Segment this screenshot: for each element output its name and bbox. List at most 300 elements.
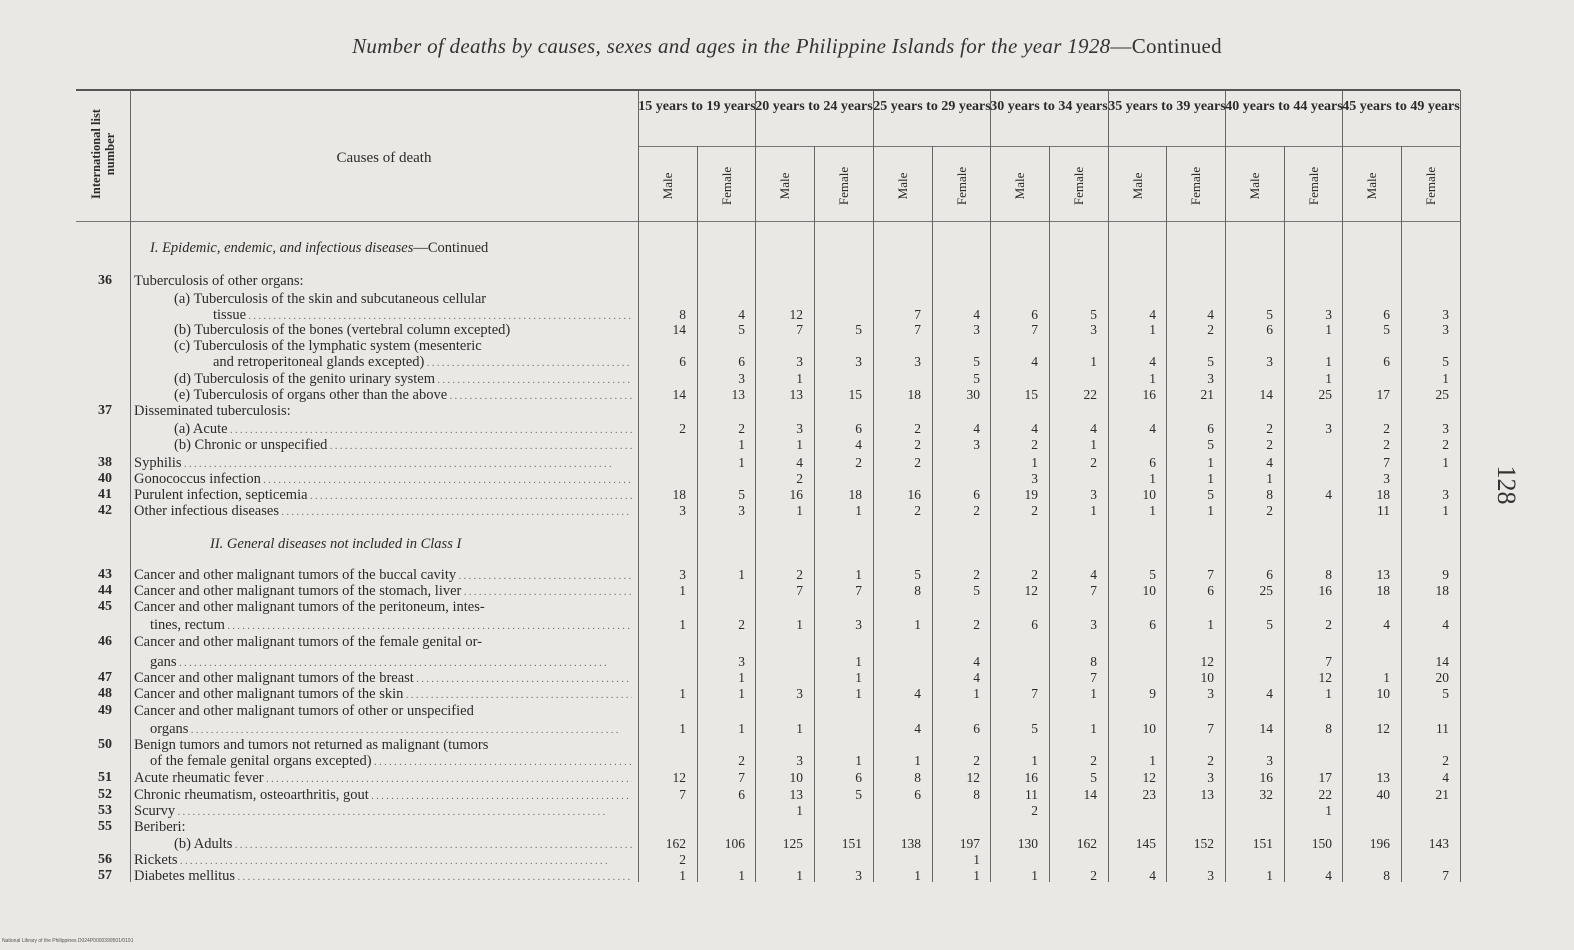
female-count: 7	[1442, 868, 1449, 883]
listno-column-rule	[130, 90, 131, 882]
male-count: 2	[914, 503, 921, 518]
male-count: 4	[1149, 868, 1156, 883]
male-count: 6	[914, 787, 921, 802]
male-header: Male	[1130, 172, 1145, 200]
male-count: 14	[672, 322, 686, 337]
female-count: 1	[1325, 354, 1332, 369]
male-count: 12	[1376, 721, 1390, 736]
list-number: 45	[98, 599, 112, 614]
female-count: 162	[1076, 836, 1097, 851]
male-count: 6	[1031, 617, 1038, 632]
male-count: 4	[1031, 354, 1038, 369]
female-count: 2	[738, 753, 745, 768]
female-count: 6	[973, 721, 980, 736]
female-count: 5	[738, 487, 745, 502]
male-count: 2	[1383, 437, 1390, 452]
male-count: 10	[1142, 583, 1156, 598]
cause-label: Cancer and other malignant tumors of the stomach, liver . . .	[134, 583, 632, 601]
female-count: 20	[1435, 670, 1449, 685]
male-count: 6	[1031, 307, 1038, 322]
section-title-general: II. General diseases not included in Class I	[210, 536, 462, 552]
female-header: Female	[719, 166, 734, 206]
male-header: Male	[660, 172, 675, 200]
page-number: 128	[1492, 465, 1521, 505]
male-count: 25	[1259, 583, 1273, 598]
female-count: 3	[855, 617, 862, 632]
male-count: 1	[796, 437, 803, 452]
female-count: 12	[966, 770, 980, 785]
male-count: 4	[1031, 421, 1038, 436]
female-count: 8	[1325, 567, 1332, 582]
female-count: 2	[973, 503, 980, 518]
female-count: 9	[1442, 567, 1449, 582]
male-count: 3	[1266, 753, 1273, 768]
male-count: 5	[1149, 567, 1156, 582]
male-count: 1	[679, 686, 686, 701]
male-count: 7	[796, 322, 803, 337]
male-count: 12	[789, 307, 803, 322]
male-count: 9	[1149, 686, 1156, 701]
male-count: 8	[679, 307, 686, 322]
male-count: 1	[796, 371, 803, 386]
male-count: 10	[789, 770, 803, 785]
age-group-header: 30 years to 34 years	[990, 99, 1108, 114]
male-count: 5	[1383, 322, 1390, 337]
cause-label: (d) Tuberculosis of the genito urinary system . . .	[174, 371, 632, 389]
cause-label: Cancer and other malignant tumors of the female genital or-	[134, 634, 482, 650]
list-number: 48	[98, 686, 112, 701]
female-count: 6	[1207, 583, 1214, 598]
male-count: 145	[1135, 836, 1156, 851]
male-header: Male	[1247, 172, 1262, 200]
male-count: 1	[679, 617, 686, 632]
female-count: 12	[1200, 654, 1214, 669]
female-header: Female	[836, 166, 851, 206]
male-count: 138	[900, 836, 921, 851]
female-count: 5	[1207, 487, 1214, 502]
male-count: 2	[914, 455, 921, 470]
male-count: 18	[1376, 487, 1390, 502]
male-count: 13	[1376, 770, 1390, 785]
section-title-epidemic: I. Epidemic, endemic, and infectious diseases—Continued	[150, 240, 489, 256]
female-count: 5	[1442, 686, 1449, 701]
male-count: 1	[1031, 455, 1038, 470]
list-number: 37	[98, 403, 112, 418]
female-count: 1	[855, 567, 862, 582]
male-count: 3	[796, 421, 803, 436]
age-group-header: 45 years to 49 years	[1342, 99, 1460, 114]
female-count: 5	[855, 787, 862, 802]
male-count: 151	[1252, 836, 1273, 851]
female-count: 151	[841, 836, 862, 851]
female-count: 18	[848, 487, 862, 502]
male-count: 4	[1149, 421, 1156, 436]
male-count: 12	[1142, 770, 1156, 785]
female-count: 143	[1428, 836, 1449, 851]
male-count: 2	[679, 421, 686, 436]
list-number: 42	[98, 503, 112, 518]
male-count: 6	[1383, 307, 1390, 322]
male-count: 18	[672, 487, 686, 502]
male-count: 4	[914, 721, 921, 736]
male-count: 2	[796, 471, 803, 486]
male-count: 3	[796, 753, 803, 768]
male-count: 2	[1266, 421, 1273, 436]
female-count: 4	[855, 437, 862, 452]
female-count: 5	[855, 322, 862, 337]
female-count: 1	[1090, 437, 1097, 452]
female-count: 4	[973, 670, 980, 685]
cause-label: Diabetes mellitus . . .	[134, 868, 632, 886]
list-number: 38	[98, 455, 112, 470]
female-count: 3	[1207, 686, 1214, 701]
cause-label: Cancer and other malignant tumors of the breast . . .	[134, 670, 632, 688]
male-count: 6	[1149, 455, 1156, 470]
cause-label: (e) Tuberculosis of organs other than the above . . .	[174, 387, 632, 405]
male-count: 1	[1383, 670, 1390, 685]
age-group-header: 25 years to 29 years	[873, 99, 991, 114]
female-count: 4	[1442, 617, 1449, 632]
female-count: 12	[1318, 670, 1332, 685]
list-number: 57	[98, 868, 112, 883]
male-count: 1	[1149, 371, 1156, 386]
list-number: 36	[98, 273, 112, 288]
male-count: 6	[1149, 617, 1156, 632]
female-count: 2	[973, 617, 980, 632]
female-count: 1	[1090, 354, 1097, 369]
male-count: 8	[914, 770, 921, 785]
list-number: 56	[98, 852, 112, 867]
male-count: 5	[914, 567, 921, 582]
female-count: 1	[738, 686, 745, 701]
male-count: 5	[1266, 307, 1273, 322]
list-number: 41	[98, 487, 112, 502]
female-count: 5	[1207, 354, 1214, 369]
female-count: 3	[738, 503, 745, 518]
male-count: 10	[1376, 686, 1390, 701]
female-count: 22	[1318, 787, 1332, 802]
female-count: 3	[855, 354, 862, 369]
female-count: 2	[973, 567, 980, 582]
female-count: 7	[1090, 583, 1097, 598]
male-count: 1	[1266, 471, 1273, 486]
male-count: 130	[1017, 836, 1038, 851]
age-group-header: 35 years to 39 years	[1108, 99, 1226, 114]
male-count: 6	[1383, 354, 1390, 369]
male-count: 162	[665, 836, 686, 851]
male-count: 2	[796, 567, 803, 582]
cause-label: (b) Chronic or unspecified . . .	[174, 437, 632, 455]
male-count: 1	[796, 721, 803, 736]
female-count: 1	[738, 721, 745, 736]
male-count: 1	[914, 617, 921, 632]
age-group-header: 40 years to 44 years	[1225, 99, 1343, 114]
cause-label: (c) Tuberculosis of the lymphatic system (mesenteric	[174, 338, 482, 354]
female-count: 10	[1200, 670, 1214, 685]
cause-label: (b) Tuberculosis of the bones (vertebral column excepted)	[174, 322, 511, 338]
female-count: 14	[1083, 787, 1097, 802]
male-count: 3	[679, 567, 686, 582]
female-count: 1	[1090, 686, 1097, 701]
list-number: 47	[98, 670, 112, 685]
female-count: 1	[1325, 371, 1332, 386]
female-count: 2	[973, 753, 980, 768]
male-count: 4	[796, 455, 803, 470]
female-count: 3	[1442, 487, 1449, 502]
list-number: 40	[98, 471, 112, 486]
male-count: 2	[1383, 421, 1390, 436]
cause-label: tissue . . .	[213, 307, 632, 325]
cause-label: and retroperitoneal glands excepted) . . .	[213, 354, 632, 372]
female-count: 5	[973, 371, 980, 386]
female-count: 5	[1090, 307, 1097, 322]
female-header: Female	[1423, 166, 1438, 206]
female-count: 8	[1325, 721, 1332, 736]
female-count: 1	[973, 852, 980, 867]
female-count: 7	[1090, 670, 1097, 685]
male-count: 8	[1383, 868, 1390, 883]
male-count: 1	[1031, 753, 1038, 768]
female-count: 1	[738, 868, 745, 883]
list-number: 55	[98, 819, 112, 834]
female-count: 1	[855, 686, 862, 701]
female-count: 5	[738, 322, 745, 337]
male-count: 2	[1031, 803, 1038, 818]
female-count: 4	[738, 307, 745, 322]
footer-credit: National Library of the Philippines D024P0000399501/0191	[2, 938, 134, 944]
female-count: 106	[724, 836, 745, 851]
male-count: 4	[1149, 354, 1156, 369]
list-number: 44	[98, 583, 112, 598]
female-count: 3	[1207, 371, 1214, 386]
female-count: 1	[738, 670, 745, 685]
female-count: 25	[1318, 387, 1332, 402]
male-count: 40	[1376, 787, 1390, 802]
header-causes: Causes of death	[336, 150, 432, 166]
female-count: 2	[1090, 753, 1097, 768]
female-count: 150	[1311, 836, 1332, 851]
female-count: 4	[973, 307, 980, 322]
male-count: 16	[1259, 770, 1273, 785]
female-count: 2	[1325, 617, 1332, 632]
cause-label: Cancer and other malignant tumors of the skin . . .	[134, 686, 632, 704]
male-header: Male	[1012, 172, 1027, 200]
female-count: 8	[973, 787, 980, 802]
male-count: 16	[1024, 770, 1038, 785]
male-count: 6	[1266, 322, 1273, 337]
female-count: 2	[738, 421, 745, 436]
age-group-header: 20 years to 24 years	[755, 99, 873, 114]
male-count: 5	[1266, 617, 1273, 632]
female-count: 3	[973, 437, 980, 452]
male-count: 1	[679, 721, 686, 736]
male-count: 4	[1149, 307, 1156, 322]
female-count: 3	[1207, 868, 1214, 883]
cause-label: Chronic rheumatism, osteoarthritis, gout . . .	[134, 787, 632, 805]
male-count: 2	[914, 421, 921, 436]
male-count: 6	[1266, 567, 1273, 582]
female-header: Female	[1306, 166, 1321, 206]
female-count: 7	[1325, 654, 1332, 669]
female-count: 1	[1207, 471, 1214, 486]
male-count: 4	[914, 686, 921, 701]
cause-label: Other infectious diseases . . .	[134, 503, 632, 521]
male-count: 14	[672, 387, 686, 402]
list-number: 43	[98, 567, 112, 582]
female-count: 5	[973, 583, 980, 598]
female-count: 11	[1436, 721, 1449, 736]
male-count: 18	[1376, 583, 1390, 598]
male-count: 7	[1383, 455, 1390, 470]
female-count: 7	[1207, 567, 1214, 582]
male-count: 3	[1266, 354, 1273, 369]
male-count: 1	[1266, 868, 1273, 883]
male-count: 1	[914, 868, 921, 883]
female-count: 3	[1325, 307, 1332, 322]
female-count: 7	[1207, 721, 1214, 736]
female-count: 4	[1442, 770, 1449, 785]
male-count: 12	[1024, 583, 1038, 598]
female-count: 3	[1090, 617, 1097, 632]
male-count: 8	[1266, 487, 1273, 502]
cause-label: organs . . .	[150, 721, 632, 739]
male-count: 2	[1266, 503, 1273, 518]
female-count: 4	[973, 654, 980, 669]
female-header: Female	[1071, 166, 1086, 206]
male-count: 10	[1142, 721, 1156, 736]
female-count: 21	[1200, 387, 1214, 402]
cause-label: Acute rheumatic fever . . .	[134, 770, 632, 788]
female-count: 2	[738, 617, 745, 632]
female-count: 1	[1090, 503, 1097, 518]
female-count: 6	[738, 354, 745, 369]
female-count: 6	[738, 787, 745, 802]
female-count: 2	[855, 455, 862, 470]
female-count: 3	[738, 371, 745, 386]
male-count: 13	[789, 387, 803, 402]
male-count: 16	[789, 487, 803, 502]
female-count: 3	[1442, 307, 1449, 322]
male-count: 23	[1142, 787, 1156, 802]
male-count: 196	[1369, 836, 1390, 851]
male-count: 17	[1376, 387, 1390, 402]
female-count: 2	[1207, 322, 1214, 337]
cause-label: Rickets . . .	[134, 852, 632, 870]
male-count: 1	[1149, 753, 1156, 768]
female-count: 2	[1442, 437, 1449, 452]
cause-label: Disseminated tuberculosis:	[134, 403, 291, 419]
female-count: 5	[1090, 770, 1097, 785]
male-count: 32	[1259, 787, 1273, 802]
female-count: 17	[1318, 770, 1332, 785]
male-count: 14	[1259, 387, 1273, 402]
female-count: 4	[1325, 487, 1332, 502]
female-count: 3	[1090, 322, 1097, 337]
female-count: 1	[738, 455, 745, 470]
female-count: 1	[1442, 371, 1449, 386]
cause-label: Beriberi:	[134, 819, 186, 835]
male-count: 1	[679, 868, 686, 883]
female-count: 3	[1442, 322, 1449, 337]
female-count: 1	[855, 503, 862, 518]
female-count: 1	[973, 686, 980, 701]
female-count: 4	[1325, 868, 1332, 883]
male-count: 1	[796, 868, 803, 883]
female-count: 8	[1090, 654, 1097, 669]
female-count: 18	[1435, 583, 1449, 598]
male-count: 11	[1377, 503, 1390, 518]
female-count: 1	[1325, 686, 1332, 701]
list-number: 50	[98, 737, 112, 752]
female-count: 3	[1207, 770, 1214, 785]
male-count: 18	[907, 387, 921, 402]
female-count: 1	[1207, 455, 1214, 470]
male-count: 1	[1149, 322, 1156, 337]
cause-label: (a) Tuberculosis of the skin and subcutaneous cellular	[174, 291, 487, 307]
age-group-header: 15 years to 19 years	[638, 99, 756, 114]
female-count: 3	[738, 654, 745, 669]
male-count: 11	[1025, 787, 1038, 802]
female-count: 7	[855, 583, 862, 598]
male-count: 3	[796, 686, 803, 701]
female-header: Female	[1188, 166, 1203, 206]
male-count: 7	[1031, 686, 1038, 701]
male-count: 7	[914, 307, 921, 322]
female-count: 7	[738, 770, 745, 785]
female-count: 1	[1442, 455, 1449, 470]
female-count: 21	[1435, 787, 1449, 802]
cause-label: tines, rectum . . .	[150, 617, 632, 635]
male-count: 19	[1024, 487, 1038, 502]
cause-label: gans . . .	[150, 654, 632, 672]
male-count: 7	[796, 583, 803, 598]
female-count: 22	[1083, 387, 1097, 402]
male-count: 2	[1031, 567, 1038, 582]
female-count: 30	[966, 387, 980, 402]
female-count: 1	[1325, 803, 1332, 818]
male-count: 4	[1383, 617, 1390, 632]
header-list-number: International list number	[89, 109, 117, 199]
female-count: 4	[1090, 567, 1097, 582]
female-count: 5	[973, 354, 980, 369]
male-count: 1	[1149, 503, 1156, 518]
male-header: Male	[895, 172, 910, 200]
male-count: 3	[1031, 471, 1038, 486]
female-count: 6	[973, 487, 980, 502]
female-count: 3	[1090, 487, 1097, 502]
male-header: Male	[777, 172, 792, 200]
female-count: 1	[1207, 617, 1214, 632]
female-count: 16	[1318, 583, 1332, 598]
female-count: 14	[1435, 654, 1449, 669]
male-count: 4	[1266, 455, 1273, 470]
female-count: 1	[855, 670, 862, 685]
male-count: 1	[796, 617, 803, 632]
female-count: 1	[1207, 503, 1214, 518]
page-title: Number of deaths by causes, sexes and ages in the Philippine Islands for the year 1928—Continued	[352, 34, 1222, 58]
female-count: 2	[1207, 753, 1214, 768]
male-count: 6	[679, 354, 686, 369]
female-count: 1	[1090, 721, 1097, 736]
female-count: 25	[1435, 387, 1449, 402]
male-header: Male	[1364, 172, 1379, 200]
female-count: 4	[1207, 307, 1214, 322]
male-count: 10	[1142, 487, 1156, 502]
male-count: 1	[914, 753, 921, 768]
female-count: 6	[855, 421, 862, 436]
male-count: 2	[679, 852, 686, 867]
male-count: 1	[679, 583, 686, 598]
